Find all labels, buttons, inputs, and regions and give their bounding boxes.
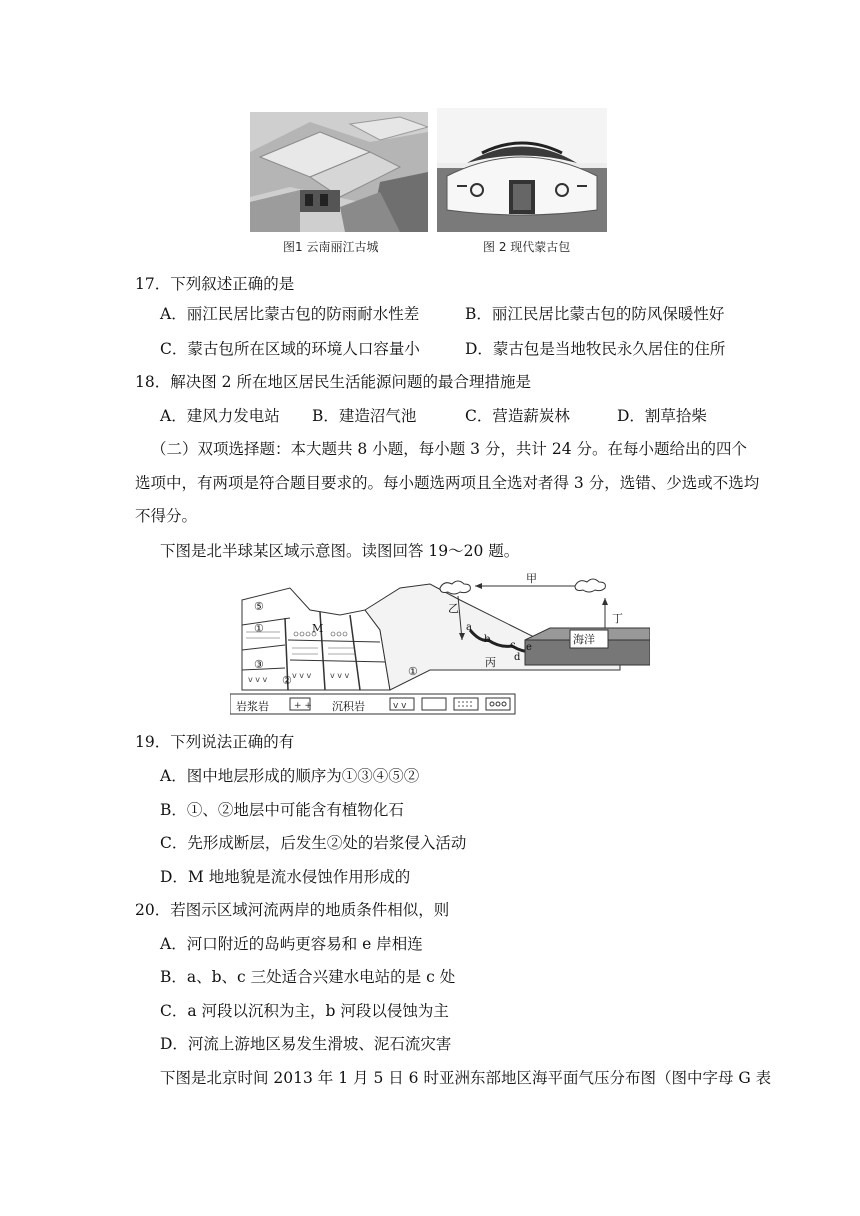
svg-text:v v v: v v v [330, 671, 350, 680]
label-b: b [484, 634, 491, 645]
section2-line2: 选项中，有两项是符合题目要求的。每小题选两项且全选对者得 3 分，选错、少选或不选均 [135, 474, 760, 492]
label-circled-2: ② [282, 674, 292, 687]
q17-option-b: B．丽江民居比蒙古包的防风保暖性好 [465, 305, 725, 323]
label-jia: 甲 [526, 572, 537, 585]
label-M: M [312, 622, 324, 635]
q19-option-c: C．先形成断层，后发生②处的岩浆侵入活动 [160, 834, 467, 852]
svg-text:v v: v v [393, 701, 407, 711]
section2-line3: 不得分。 [135, 507, 198, 525]
q17-stem: 17．下列叙述正确的是 [135, 275, 295, 293]
svg-text:v v v: v v v [248, 675, 268, 684]
q20-option-b: B．a、b、c 三处适合兴建水电站的是 c 处 [160, 968, 456, 986]
yurt-photo [437, 108, 607, 232]
label-e: e [526, 642, 532, 653]
q19-option-b: B．①、②地层中可能含有植物化石 [160, 801, 404, 819]
section2-line1: （二）双项选择题：本大题共 8 小题，每小题 3 分，共计 24 分。在每小题给出的四个 [151, 440, 748, 458]
q20-option-d: D．河流上游地区易发生滑坡、泥石流灾害 [160, 1035, 452, 1053]
label-circled-1b: ① [408, 665, 418, 678]
lijiang-photo [250, 112, 428, 232]
label-d: d [514, 652, 521, 663]
q18-stem: 18．解决图 2 所在地区居民生活能源问题的最合理措施是 [135, 373, 531, 391]
intro-19-20: 下图是北半球某区域示意图。读图回答 19～20 题。 [160, 542, 520, 560]
trailing-intro: 下图是北京时间 2013 年 1 月 5 日 6 时亚洲东部地区海平面气压分布图（图中字母 G 表 [160, 1069, 772, 1087]
q19-option-d: D．M 地地貌是流水侵蚀作用形成的 [160, 868, 411, 886]
q17-option-c: C．蒙古包所在区域的环境人口容量小 [160, 340, 420, 358]
label-a: a [466, 622, 472, 633]
q20-stem: 20．若图示区域河流两岸的地质条件相似，则 [135, 901, 450, 919]
label-yi: 乙 [448, 602, 459, 615]
q19-option-a: A．图中地层形成的顺序为①③④⑤② [160, 767, 420, 785]
label-ding: 丁 [612, 612, 623, 625]
label-bing: 丙 [485, 656, 496, 669]
geology-diagram [230, 570, 650, 716]
legend-magma: 岩浆岩 [236, 700, 269, 713]
label-circled-3: ③ [254, 658, 264, 671]
q17-option-d: D．蒙古包是当地牧民永久居住的住所 [465, 340, 726, 358]
q18-option-b: B．建造沼气池 [312, 407, 417, 425]
q18-option-d: D．割草拾柴 [617, 407, 707, 425]
svg-text:v v v: v v v [292, 671, 312, 680]
label-circled-5: ⑤ [254, 600, 264, 613]
q20-option-a: A．河口附近的岛屿更容易和 e 岸相连 [160, 935, 423, 953]
q18-option-a: A．建风力发电站 [160, 407, 280, 425]
q19-stem: 19．下列说法正确的有 [135, 733, 295, 751]
svg-text:+ +: + + [294, 701, 312, 711]
fig2-caption: 图 2 现代蒙古包 [483, 240, 571, 254]
label-ocean: 海洋 [573, 633, 595, 646]
legend-sediment: 沉积岩 [332, 700, 365, 713]
label-circled-1: ① [254, 622, 264, 635]
label-c: c [510, 640, 516, 651]
q20-option-c: C．a 河段以沉积为主，b 河段以侵蚀为主 [160, 1002, 449, 1020]
q18-option-c: C．营造薪炭林 [465, 407, 570, 425]
fig1-caption: 图1 云南丽江古城 [283, 240, 379, 254]
q17-option-a: A．丽江民居比蒙古包的防雨耐水性差 [160, 305, 420, 323]
